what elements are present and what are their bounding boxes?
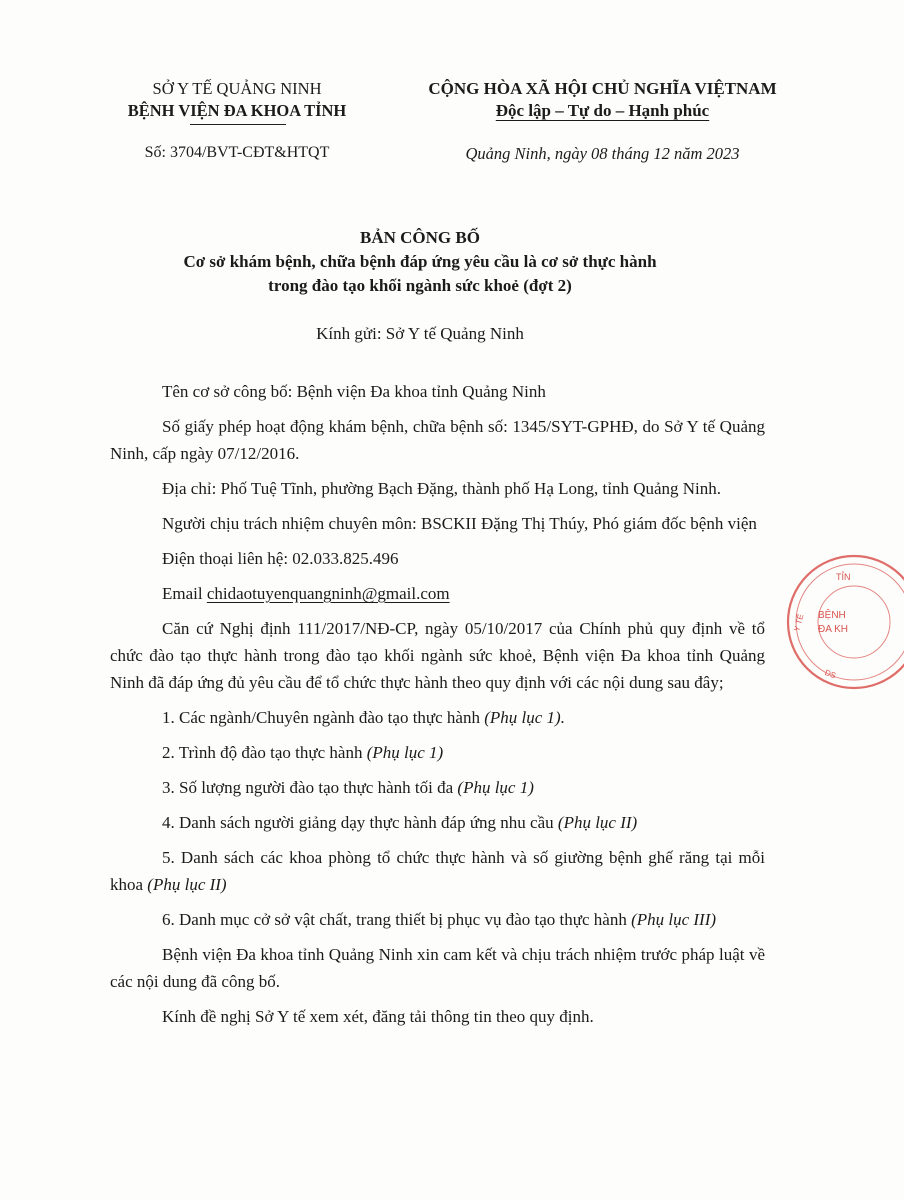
facility-name: Tên cơ sở công bố: Bệnh viện Đa khoa tỉnh Quảng Ninh [162, 382, 546, 401]
stamp-text-bottom: DS [823, 668, 838, 681]
responsible-person: Người chịu trách nhiệm chuyên môn: BSCKII Đặng Thị Thúy, Phó giám đốc bệnh viện [162, 514, 757, 533]
contact-phone: Điện thoại liên hệ: 02.033.825.496 [162, 549, 399, 568]
list-item-text: 6. Danh mục cở sở vật chất, trang thiết bị phục vụ đào tạo thực hành [162, 910, 632, 929]
list-item-text: 4. Danh sách người giảng dạy thực hành đáp ứng nhu cầu [162, 813, 558, 832]
legal-basis: Căn cứ Nghị định 111/2017/NĐ-CP, ngày 05/10/2017 của Chính phủ quy định về tổ chức đào tạo thực hành trong đào tạo khối ngành sức khoẻ, Bệnh viện Đa khoa tỉnh Quảng Ninh đã đáp ứng đủ yêu cầu để tổ chức thực hành theo quy định với các nội dung sau đây; [110, 619, 765, 692]
address: Địa chỉ: Phố Tuệ Tĩnh, phường Bạch Đặng, thành phố Hạ Long, tỉnh Quảng Ninh. [162, 479, 722, 498]
issuer-block [92, 78, 382, 122]
document-date: Quảng Ninh, ngày 08 tháng 12 năm 2023 [465, 144, 740, 163]
list-item-text: 5. Danh sách các khoa phòng tổ chức thực hành và số giường bệnh ghế răng tại mỗi khoa [110, 848, 765, 894]
contact-email [110, 580, 765, 607]
document-body [110, 378, 765, 1038]
list-item [110, 844, 765, 898]
list-item-text: 2. Trình độ đào tạo thực hành [162, 743, 367, 762]
document-title-block [80, 226, 760, 298]
email-label: Email [162, 584, 207, 603]
document-subtitle-line-2: trong đào tạo khối ngành sức khoẻ (đợt 2) [268, 276, 572, 295]
list-item [110, 739, 765, 766]
document-subtitle-line-1: Cơ sở khám bệnh, chữa bệnh đáp ứng yêu cầu là cơ sở thực hành [183, 252, 657, 271]
list-item-text: 1. Các ngành/Chuyên ngành đào tạo thực hành [162, 708, 485, 727]
list-item [110, 809, 765, 836]
issuer-department: SỞ Y TẾ QUẢNG NINH [152, 79, 322, 98]
list-item-ref: (Phụ lục III) [631, 910, 717, 929]
document-title: BẢN CÔNG BỐ [360, 228, 480, 247]
list-item [110, 704, 765, 731]
list-item-ref: (Phụ lục 1) [457, 778, 534, 797]
stamp-text-side: Y TẾ [792, 613, 806, 633]
official-stamp-icon [784, 548, 904, 696]
national-title: CỘNG HÒA XÃ HỘI CHỦ NGHĨA VIỆTNAM [428, 79, 777, 98]
list-item-ref: (Phụ lục II) [557, 813, 638, 832]
list-item-ref: (Phụ lục 1) [366, 743, 444, 762]
stamp-text-top: TỈN [836, 572, 851, 582]
list-item-ref: (Phụ lục II) [147, 875, 227, 894]
greeting: Kính gửi: Sở Y tế Quảng Ninh [316, 324, 524, 343]
list-item-ref: (Phụ lục 1). [484, 708, 565, 727]
commitment: Bệnh viện Đa khoa tỉnh Quảng Ninh xin cam kết và chịu trách nhiệm trước pháp luật về các nội dung đã công bố. [110, 945, 765, 991]
list-item-text: 3. Số lượng người đào tạo thực hành tối đa [162, 778, 458, 797]
email-link[interactable]: chidaotuyenquangninh@gmail.com [206, 584, 450, 603]
issuer-hospital: BỆNH VIỆN ĐA KHOA TỈNH [127, 101, 347, 120]
national-motto: Độc lập – Tự do – Hạnh phúc [495, 101, 710, 120]
national-header [390, 78, 815, 122]
list-item [110, 774, 765, 801]
stamp-text-mid1: BỆNH [818, 610, 846, 621]
request: Kính đề nghị Sở Y tế xem xét, đăng tải thông tin theo quy định. [162, 1007, 594, 1026]
stamp-text-mid2: ĐA KH [818, 624, 849, 635]
list-item [110, 906, 765, 933]
issuer-underline [190, 124, 286, 125]
license-info: Số giấy phép hoạt động khám bệnh, chữa bệnh số: 1345/SYT-GPHĐ, do Sở Y tế Quảng Ninh, cấp ngày 07/12/2016. [110, 417, 765, 463]
document-number: Số: 3704/BVT-CĐT&HTQT [144, 144, 330, 161]
